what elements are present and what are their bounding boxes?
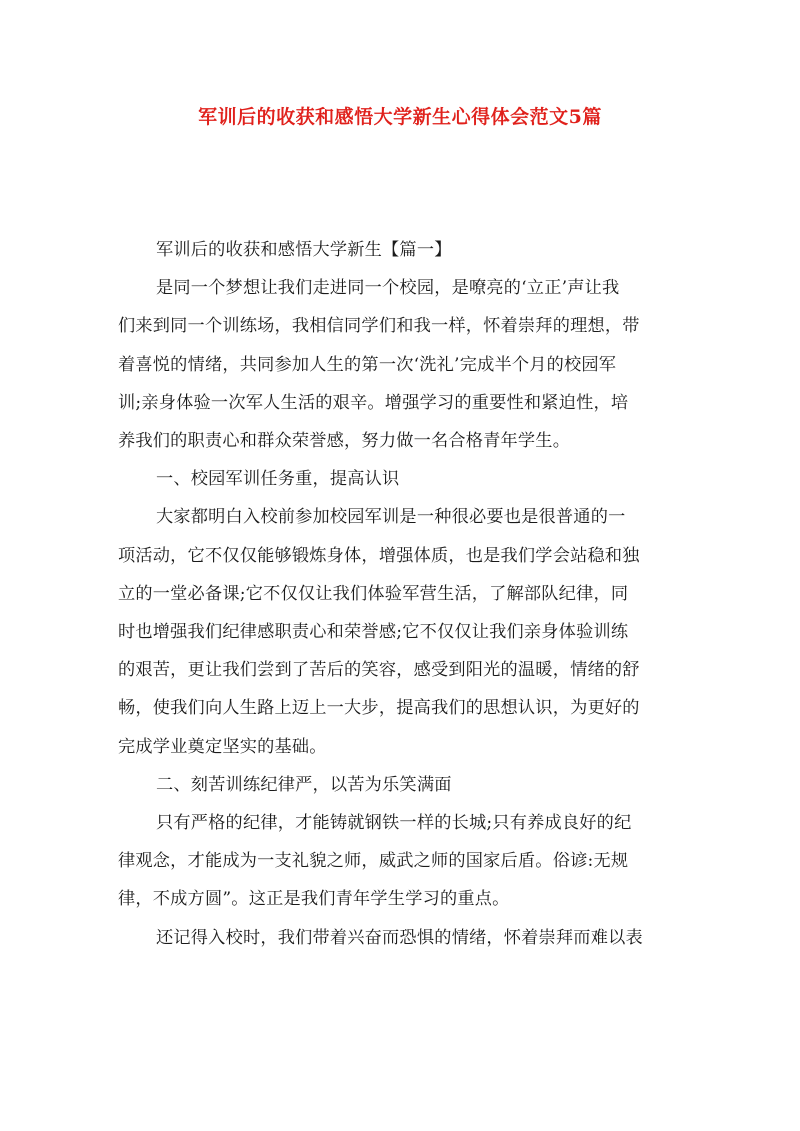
text-line: 律，不成方圆”。这正是我们青年学生学习的重点。	[118, 889, 510, 910]
document-body	[118, 231, 684, 957]
text-line: 时也增强我们纪律感职责心和荣誉感;它不仅仅让我们亲身体验训练	[118, 622, 629, 643]
document-title: 军训后的收获和感悟大学新生心得体会范文5篇	[198, 106, 602, 128]
text-line: 着喜悦的情绪，共同参加人生的第一次‘洗礼’完成半个月的校园军	[118, 354, 617, 375]
text-line: 是同一个梦想让我们走进同一个校园，是嘹亮的‘立正’声让我	[156, 278, 620, 299]
text-line: 立的一堂必备课;它不仅仅让我们体验军营生活，了解部队纪律，同	[118, 583, 629, 604]
text-line: 训;亲身体验一次军人生活的艰辛。增强学习的重要性和紧迫性，培	[118, 392, 629, 413]
text-line: 还记得入校时，我们带着兴奋而恐惧的情绪，怀着崇拜而难以表	[156, 927, 643, 948]
text-line: 军训后的收获和感悟大学新生【篇一】	[156, 240, 452, 260]
section-heading: 二、刻苦训练纪律严，以苦为乐笑满面	[156, 774, 452, 795]
text-line: 养我们的职责心和群众荣誉感，努力做一名合格青年学生。	[118, 431, 571, 452]
text-line: 律观念，才能成为一支礼貌之师，威武之师的国家后盾。俗谚:无规	[118, 851, 629, 872]
text-line: 的艰苦，更让我们尝到了苦后的笑容，感受到阳光的温暖，情绪的舒	[118, 660, 640, 681]
text-line: 只有严格的纪律，才能铸就钢铁一样的长城;只有养成良好的纪	[156, 813, 632, 834]
text-line: 项活动，它不仅仅能够锻炼身体，增强体质，也是我们学会站稳和独	[118, 545, 640, 566]
section-heading: 一、校园军训任务重，提高认识	[156, 469, 400, 490]
text-line: 大家都明白入校前参加校园军训是一种很必要也是很普通的一	[156, 507, 626, 528]
text-line: 完成学业奠定坚实的基础。	[118, 736, 327, 757]
text-line: 畅，使我们向人生路上迈上一大步，提高我们的思想认识，为更好的	[118, 698, 640, 719]
text-line: 们来到同一个训练场，我相信同学们和我一样，怀着崇拜的理想，带	[118, 316, 640, 337]
